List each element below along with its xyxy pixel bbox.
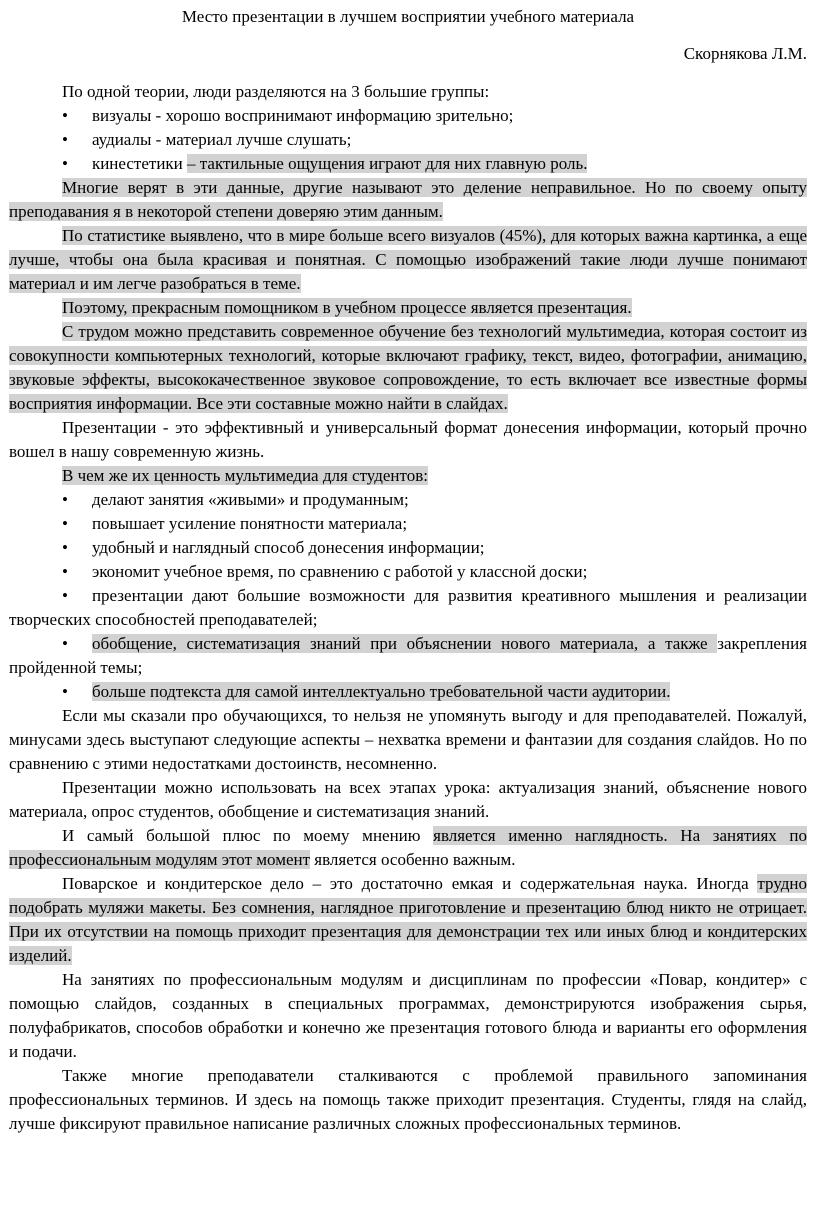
text-run: аудиалы - материал лучше слушать; xyxy=(91,130,352,149)
paragraph xyxy=(9,320,807,416)
text-run: делают занятия «живыми» и продуманным; xyxy=(91,490,409,509)
paragraph xyxy=(9,176,807,224)
text-run: больше подтекста для самой интеллектуально требовательной части аудитории. xyxy=(91,682,671,701)
text-run: удобный и наглядный способ донесения информации; xyxy=(91,538,485,557)
paragraph xyxy=(9,704,807,776)
paragraph xyxy=(9,224,807,296)
paragraph xyxy=(9,968,807,1064)
text-run: С трудом можно представить современное обучение без технологий мультимедиа, которая состоит из совокупности компьютерных технологий, которые включают графику, текст, видео, фотографии, анимацию, звуковые эффекты, высококачественное звуковое сопровождение, то есть включает все известные формы восприятия информации. Все эти составные можно найти в слайдах. xyxy=(9,322,807,413)
text-run: закрепления пройденной темы; xyxy=(9,634,807,677)
bullet-icon: • xyxy=(62,586,68,605)
text-run: По статистике выявлено, что в мире больше всего визуалов (45%), для которых важна картинка, а еще лучше, чтобы она была красивая и понятная. С помощью изображений такие люди лучше понимают материал и им легче разобраться в теме. xyxy=(9,226,807,293)
bullet-item xyxy=(9,488,807,512)
bullet-icon: • xyxy=(62,106,68,125)
document-body xyxy=(9,80,807,1136)
bullet-icon: • xyxy=(62,130,68,149)
bullet-icon: • xyxy=(62,538,68,557)
author-line: Скорнякова Л.М. xyxy=(683,44,807,63)
bullet-item xyxy=(9,104,807,128)
text-run: презентации дают большие возможности для развития креативного мышления и реализации творческих способностей преподавателей; xyxy=(9,586,807,629)
text-run: И самый большой плюс по моему мнению xyxy=(62,826,434,845)
bullet-icon: • xyxy=(62,682,68,701)
text-run: По одной теории, люди разделяются на 3 большие группы: xyxy=(62,82,490,101)
text-run: Презентации можно использовать на всех этапах урока: актуализация знаний, объяснение нового материала, опрос студентов, обобщение и систематизация знаний. xyxy=(9,778,807,821)
paragraph xyxy=(9,80,807,104)
paragraph xyxy=(9,824,807,872)
text-run: кинестетики xyxy=(91,154,188,173)
text-run: повышает усиление понятности материала; xyxy=(91,514,408,533)
text-run: визуалы - хорошо воспринимают информацию зрительно; xyxy=(91,106,514,125)
text-run: Многие верят в эти данные, другие называют это деление неправильное. Но по своему опыту преподавания я в некоторой степени доверяю этим данным. xyxy=(9,178,807,221)
bullet-icon: • xyxy=(62,562,68,581)
text-run: Поэтому, прекрасным помощником в учебном процессе является презентация. xyxy=(62,298,632,317)
bullet-icon: • xyxy=(62,154,68,173)
text-run: На занятиях по профессиональным модулям и дисциплинам по профессии «Повар, кондитер» с помощью слайдов, созданных в специальных программах, демонстрируются изображения сырья, полуфабрикатов, способов обработки и конечно же презентация готового блюда и варианты его оформления и подачи. xyxy=(9,970,807,1061)
bullet-item xyxy=(9,584,807,632)
text-run: обобщение, систематизация знаний при объяснении нового материала, а также xyxy=(91,634,718,653)
paragraph xyxy=(9,416,807,464)
document-title: Место презентации в лучшем восприятии учебного материала xyxy=(181,7,635,26)
bullet-item xyxy=(9,512,807,536)
text-run: – тактильные ощущения играют для них главную роль. xyxy=(187,154,588,173)
bullet-item xyxy=(9,680,807,704)
paragraph xyxy=(9,872,807,968)
text-run: является именно наглядность. На занятиях по профессиональным модулям этот момент xyxy=(9,826,807,869)
text-run: Также многие преподаватели сталкиваются с проблемой правильного запоминания профессиональных терминов. И здесь на помощь также приходит презентация. Студенты, глядя на слайд, лучше фиксируют правильное написание различных сложных профессиональных терминов. xyxy=(9,1066,807,1133)
bullet-item xyxy=(9,152,807,176)
text-run: Презентации - это эффективный и универсальный формат донесения информации, который прочно вошел в нашу современную жизнь. xyxy=(9,418,807,461)
paragraph xyxy=(9,296,807,320)
bullet-item xyxy=(9,536,807,560)
bullet-item xyxy=(9,128,807,152)
text-run: трудно подобрать муляжи макеты. Без сомнения, наглядное приготовление и презентацию блюд никто не отрицает. При их отсутствии на помощь приходит презентация для демонстрации тех или иных блюд и кондитерских изделий. xyxy=(9,874,807,965)
text-run: является особенно важным. xyxy=(310,850,516,869)
bullet-item xyxy=(9,632,807,680)
text-run: экономит учебное время, по сравнению с работой у классной доски; xyxy=(91,562,588,581)
text-run: В чем же их ценность мультимедиа для студентов: xyxy=(62,466,428,485)
bullet-icon: • xyxy=(62,634,68,653)
bullet-icon: • xyxy=(62,490,68,509)
paragraph xyxy=(9,464,807,488)
bullet-icon: • xyxy=(62,514,68,533)
text-run: Если мы сказали про обучающихся, то нельзя не упомянуть выгоду и для преподавателей. Пожалуй, минусами здесь выступают следующие аспекты – нехватка времени и фантазии для создания слайдов. Но по сравнению с этими недостатками достоинств, несомненно. xyxy=(9,706,807,773)
bullet-item xyxy=(9,560,807,584)
text-run: Поварское и кондитерское дело – это достаточно емкая и содержательная наука. Иногда xyxy=(62,874,758,893)
paragraph xyxy=(9,1064,807,1136)
paragraph xyxy=(9,776,807,824)
